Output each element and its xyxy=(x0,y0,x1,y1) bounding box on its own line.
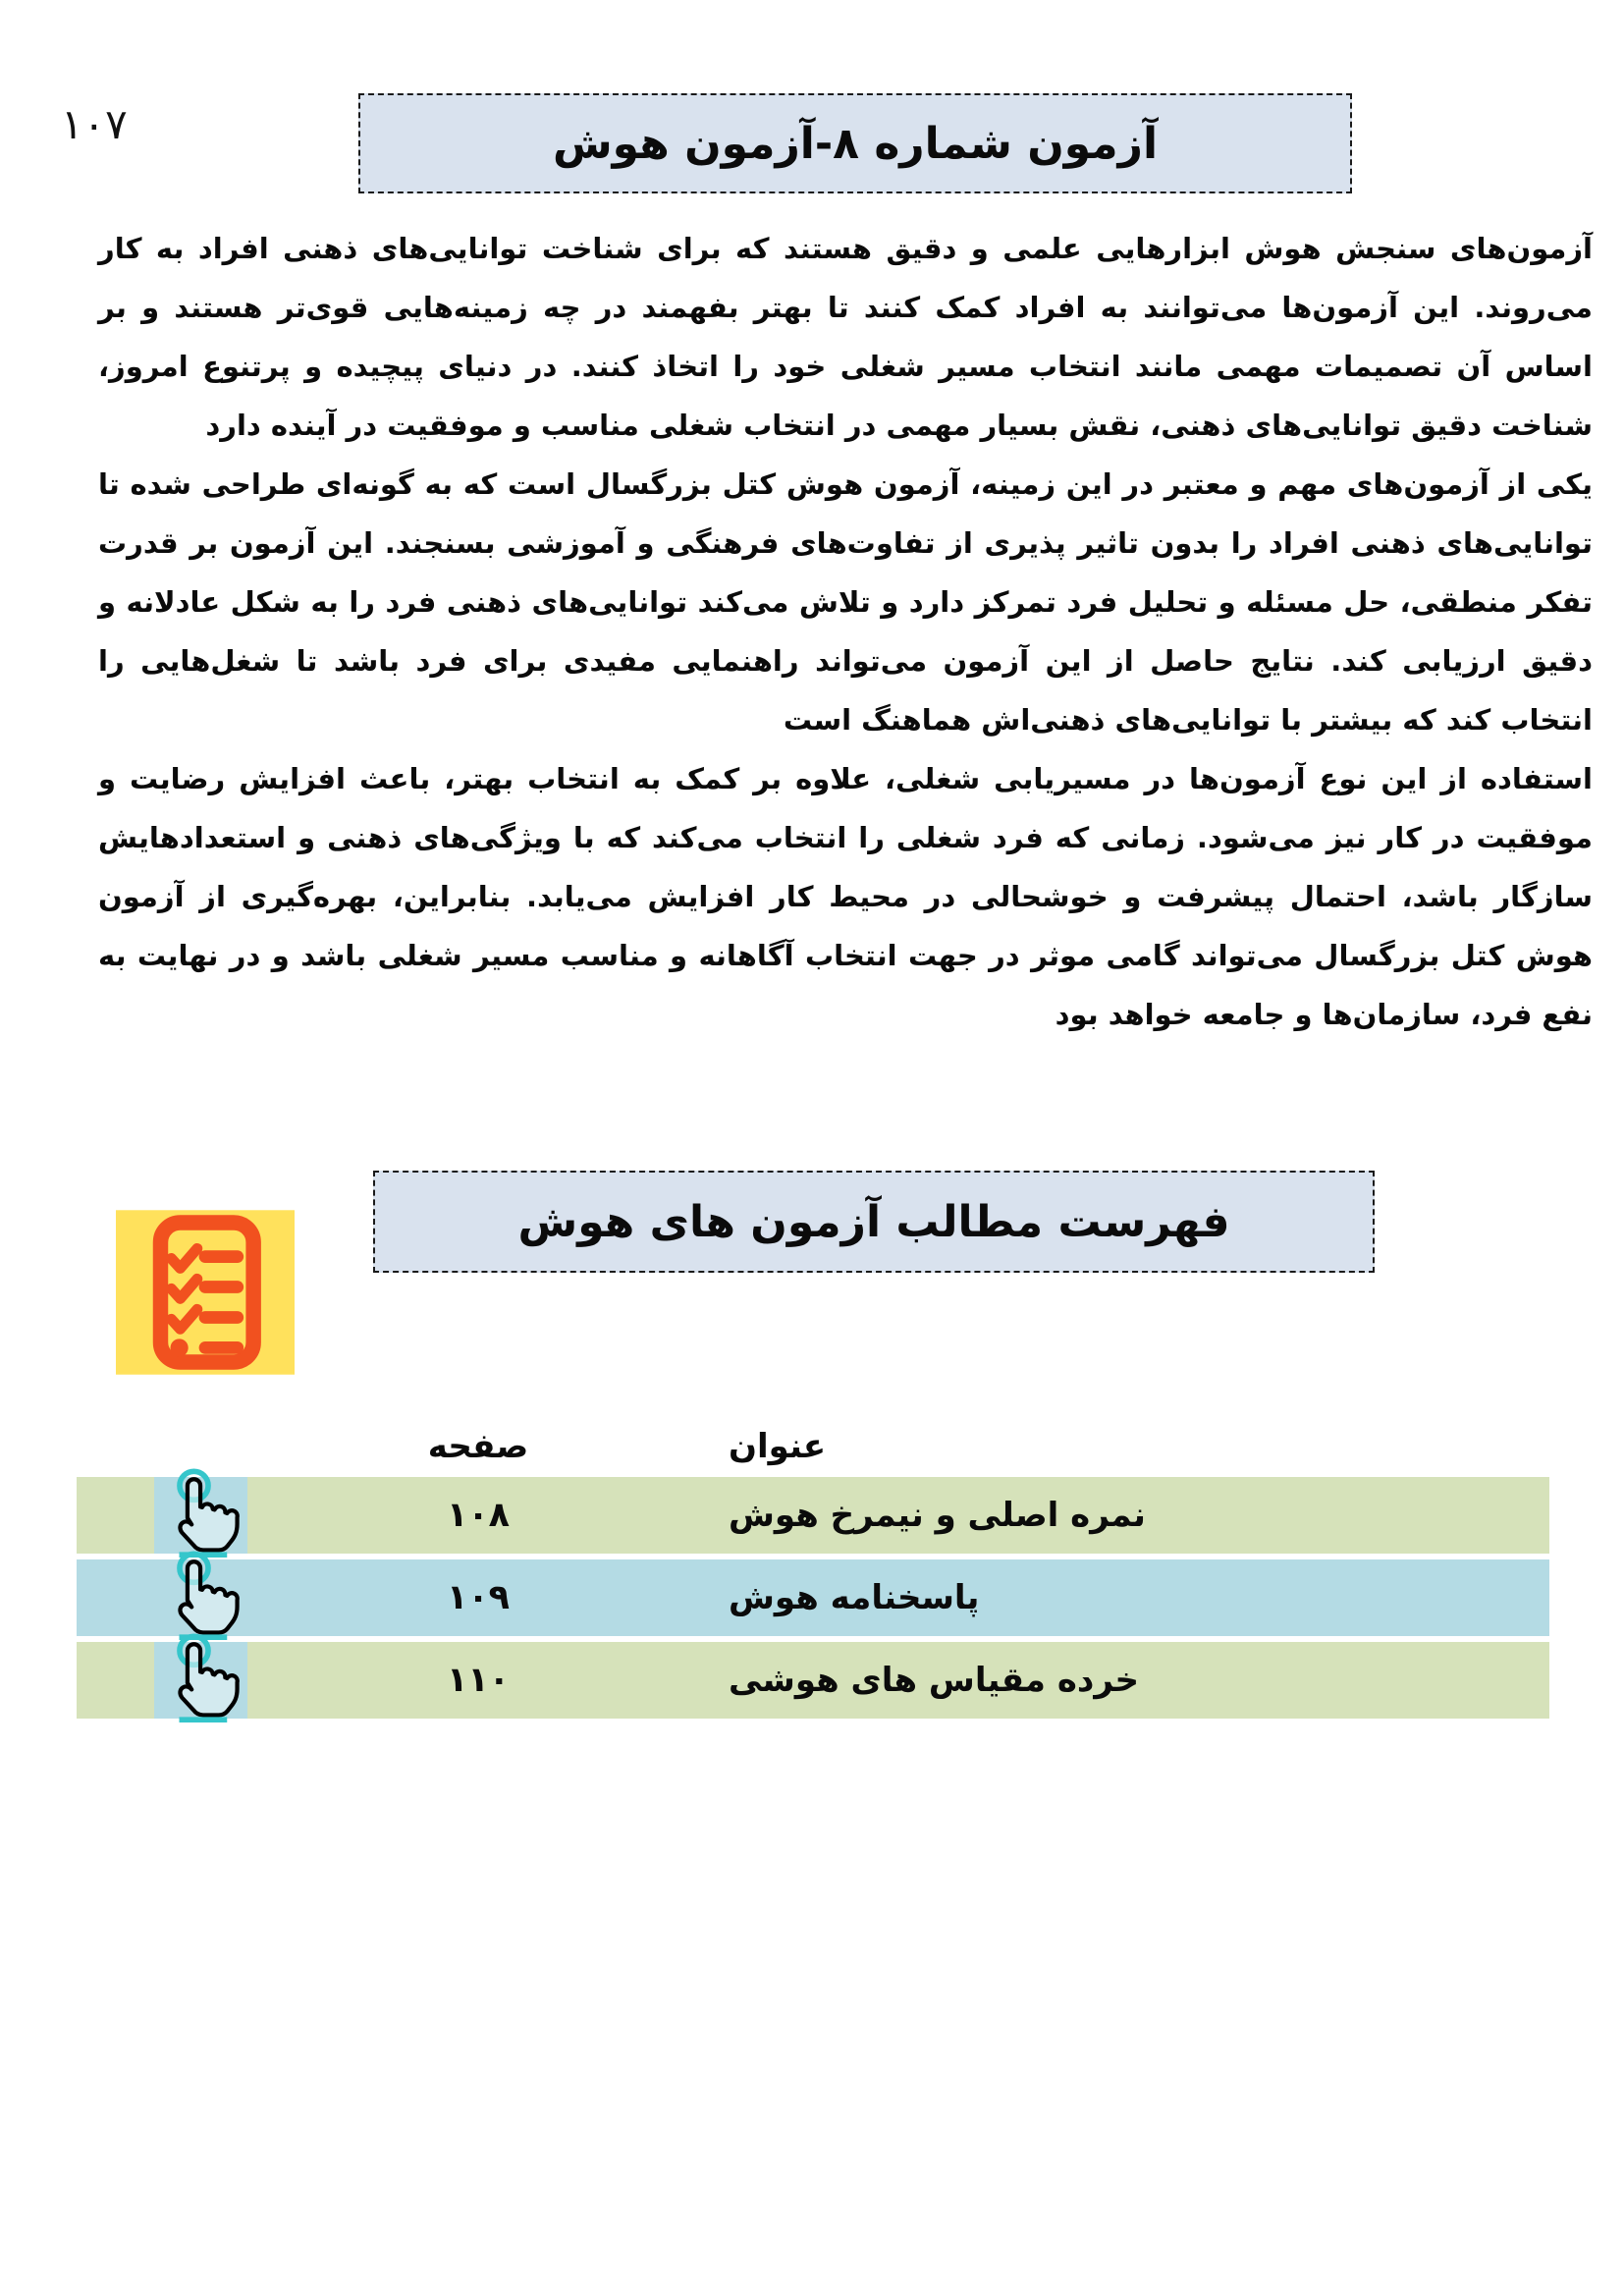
toc-row-title: پاسخنامه هوش xyxy=(729,1578,980,1617)
toc-header-spacer xyxy=(77,1419,154,1473)
checklist-icon xyxy=(116,1210,295,1375)
toc-row-spacer xyxy=(77,1477,154,1554)
tap-hand-icon[interactable] xyxy=(154,1559,247,1636)
toc-row-title: نمره اصلی و نیمرخ هوش xyxy=(729,1496,1146,1535)
intro-paragraph-1: آزمون‌های سنجش هوش ابزارهایی علمی و دقیق هستند که برای شناخت توانایی‌های ذهنی افراد به کار می‌روند. این آزمون‌ها می‌توانند به افراد کمک کنند تا بهتر بفهمند در چه زمینه‌هایی قوی‌تر هستند و بر اساس آن تصمیمات مهمی مانند انتخاب مسیر شغلی خود را اتخاذ کنند. در دنیای پیچیده و پرتنوع امروز، شناخت دقیق توانایی‌های ذهنی، نقش بسیار مهمی در انتخاب شغلی مناسب و موفقیت در آینده دارد xyxy=(98,232,1593,442)
toc-title-box xyxy=(373,1171,1375,1273)
toc-table xyxy=(77,1419,1549,1724)
toc-header-title: عنوان xyxy=(729,1426,827,1466)
toc-row-subscales[interactable] xyxy=(77,1642,1549,1719)
toc-title: فهرست مطالب آزمون های هوش xyxy=(517,1196,1230,1247)
intro-text xyxy=(98,219,1593,1044)
intro-paragraph-3: استفاده از این نوع آزمون‌ها در مسیریابی شغلی، علاوه بر کمک به انتخاب بهتر، باعث افزایش رضایت و موفقیت در کار نیز می‌شود. زمانی که فرد شغلی را انتخاب می‌کند که با ویژگی‌های ذهنی و استعدادهایش سازگار باشد، احتمال پیشرفت و خوشحالی در محیط کار افزایش می‌یابد. بنابراین، بهره‌گیری از آزمون هوش کتل بزرگسال می‌تواند گامی موثر در جهت انتخاب آگاهانه و مناسب مسیر شغلی باشد و در نهایت به نفع فرد، سازمان‌ها و جامعه خواهد بود xyxy=(98,762,1593,1031)
main-title-box xyxy=(358,93,1352,193)
toc-row-spacer xyxy=(77,1642,154,1719)
toc-row-page: ۱۱۰ xyxy=(446,1661,511,1700)
toc-row-main-score[interactable] xyxy=(77,1477,1549,1554)
main-title: آزمون شماره ۸-آزمون هوش xyxy=(552,118,1159,169)
toc-row-answer-sheet[interactable] xyxy=(77,1559,1549,1636)
toc-row-page: ۱۰۸ xyxy=(446,1496,511,1535)
toc-row-page: ۱۰۹ xyxy=(446,1578,511,1617)
tap-hand-icon[interactable] xyxy=(154,1642,247,1719)
tap-hand-icon[interactable] xyxy=(154,1477,247,1554)
toc-header-row xyxy=(77,1419,1549,1473)
toc-header-page: صفحه xyxy=(427,1426,529,1466)
toc-row-title: خرده مقیاس های هوشی xyxy=(729,1661,1139,1700)
intro-paragraph-2: یکی از آزمون‌های مهم و معتبر در این زمینه، آزمون هوش کتل بزرگسال است که به گونه‌ای طراحی شده تا توانایی‌های ذهنی افراد را بدون تاثیر پذیری از تفاوت‌های فرهنگی و آموزشی بسنجند. این آزمون بر قدرت تفکر منطقی، حل مسئله و تحلیل فرد تمرکز دارد و تلاش می‌کند توانایی‌های ذهنی فرد را به شکل عادلانه و دقیق ارزیابی کند. نتایج حاصل از این آزمون می‌تواند راهنمایی مفیدی برای فرد باشد تا شغل‌هایی را انتخاب کند که بیشتر با توانایی‌های ذهنی‌اش هماهنگ است xyxy=(98,467,1593,737)
page-number: ۱۰۷ xyxy=(61,100,128,148)
toc-row-spacer xyxy=(77,1559,154,1636)
